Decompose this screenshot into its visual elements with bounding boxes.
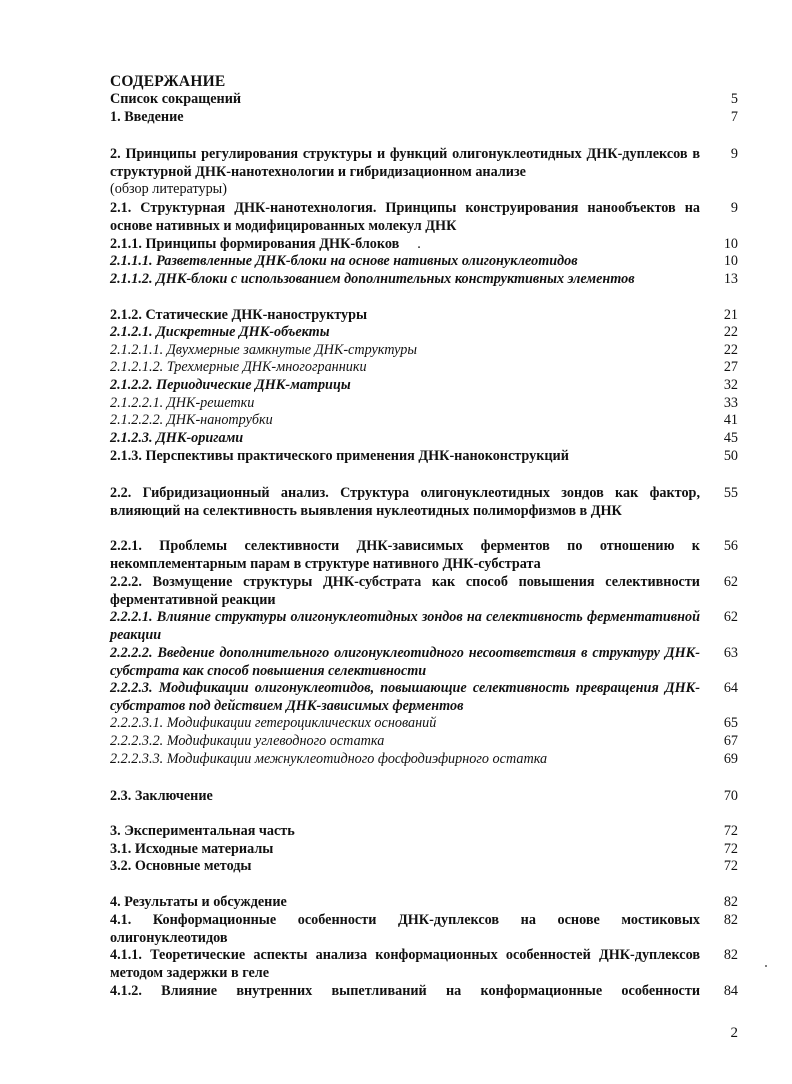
toc-entry-title: 4.1. Конформационные особенности ДНК-дуплексов на основе мостиковых олигонуклеотидов: [110, 912, 700, 946]
toc-entry: [110, 858, 700, 876]
toc-entry-page: 72: [723, 858, 738, 874]
toc-entry: [110, 751, 700, 769]
toc-entry-title: 2.1.1.2. ДНК-блоки с использованием дополнительных конструктивных элементов: [110, 271, 635, 287]
toc-entry-title: 2.1.2.2.2. ДНК-нанотрубки: [110, 412, 273, 428]
toc-entry: [110, 609, 700, 644]
toc-entry-title: 2.1.1. Принципы формирования ДНК-блоков: [110, 236, 400, 252]
toc-entry: [110, 733, 700, 751]
toc-entry: [110, 983, 700, 1001]
toc-entry-title: 2.2.2.1. Влияние структуры олигонуклеотидных зондов на селективность ферментативной реакции: [110, 609, 700, 643]
toc-entry-title: 4.1.1. Теоретические аспекты анализа конформационных особенностей ДНК-дуплексов методом задержки в геле: [110, 947, 700, 981]
toc-entry-title: 2.1.1.1. Разветвленные ДНК-блоки на основе нативных олигонуклеотидов: [110, 253, 578, 269]
toc-entry-page: 45: [723, 430, 738, 446]
toc-entry: [110, 359, 700, 377]
toc-entry-title: 2.1.2.1.2. Трехмерные ДНК-многогранники: [110, 359, 367, 375]
toc-entry-title: 2.2.2.3.2. Модификации углеводного остатка: [110, 733, 385, 749]
toc-entry-page: 13: [723, 271, 738, 287]
toc-entry-title: 2.2.2.3.1. Модификации гетероциклических оснований: [110, 715, 437, 731]
toc-entry-page: 82: [723, 894, 738, 910]
toc-entry: [110, 324, 700, 342]
toc-entry: [110, 377, 700, 395]
toc-entry: [110, 645, 700, 680]
toc-entry: [110, 574, 700, 609]
toc-entry-title: 2.1.2.2.1. ДНК-решетки: [110, 395, 255, 411]
toc-entry-page: 64: [723, 680, 738, 696]
toc-entry-page: 67: [723, 733, 738, 749]
toc-entry: [110, 236, 700, 254]
toc-entry-page: 10: [723, 236, 738, 252]
toc-entry-note: (обзор литературы): [110, 181, 227, 197]
toc-entry: [110, 109, 700, 127]
scan-speck: [765, 965, 767, 967]
toc-entry-title: 1. Введение: [110, 109, 184, 125]
toc-entry: [110, 271, 700, 289]
toc-entry: [110, 912, 700, 947]
toc-entry-page: 69: [723, 751, 738, 767]
toc-entry: [110, 253, 700, 271]
toc-entry: [110, 91, 700, 109]
toc-entry-page: 9: [730, 146, 738, 162]
toc-entry: [110, 680, 700, 715]
toc-entry: [110, 538, 700, 573]
toc-entry: [110, 715, 700, 733]
toc-entry-page: 72: [723, 823, 738, 839]
toc-entry-title: 2.2.1. Проблемы селективности ДНК-зависимых ферментов по отношению к некомплементарным парам в структуре нативного ДНК-субстрата: [110, 538, 700, 572]
toc-entry-page: 7: [730, 109, 738, 125]
toc-entry-page: 56: [723, 538, 738, 554]
toc-entry: [110, 412, 700, 430]
toc-entry-page: 21: [723, 307, 738, 323]
toc-entry-page: 62: [723, 574, 738, 590]
toc-entry-page: 9: [730, 200, 738, 216]
toc-entry-title: 2.1.2.2. Периодические ДНК-матрицы: [110, 377, 351, 393]
toc-entry-page: 70: [723, 788, 738, 804]
page-number: 2: [730, 1025, 738, 1041]
toc-entry-title: 4.1.2. Влияние внутренних выпетливаний на конформационные особенности: [110, 983, 700, 999]
toc-entry-page: 33: [723, 395, 738, 411]
toc-entry-title: Список сокращений: [110, 91, 242, 107]
toc-entry-page: 27: [723, 359, 738, 375]
toc-entry-page: 50: [723, 448, 738, 464]
toc-entry-page: 84: [723, 983, 738, 999]
toc-entry-title: 3.2. Основные методы: [110, 858, 252, 874]
toc-entry: [110, 430, 700, 448]
toc-entry-page: 65: [723, 715, 738, 731]
toc-entry-page: 41: [723, 412, 738, 428]
toc-entry: [110, 823, 700, 841]
toc-entry: [110, 307, 700, 325]
toc-entry-page: 55: [723, 485, 738, 501]
toc-entry-title: 2.1.2.1. Дискретные ДНК-объекты: [110, 324, 330, 340]
toc-entry-page: 72: [723, 841, 738, 857]
toc-entry-title: 2.1.2. Статические ДНК-наноструктуры: [110, 307, 368, 323]
toc-entry-page: 62: [723, 609, 738, 625]
toc-entry-title: 4. Результаты и обсуждение: [110, 894, 287, 910]
stray-mark: .: [417, 236, 421, 252]
toc-entry-page: 82: [723, 912, 738, 928]
toc-entry-page: 32: [723, 377, 738, 393]
toc-entry-title: 2.2.2.3. Модификации олигонуклеотидов, повышающие селективность превращения ДНК-субстратов под действием ДНК-зависимых ферментов: [110, 680, 700, 714]
toc-entry-page: 82: [723, 947, 738, 963]
toc-entry-page: 5: [730, 91, 738, 107]
toc-heading: СОДЕРЖАНИЕ: [110, 73, 226, 90]
toc-entry-title: 3. Экспериментальная часть: [110, 823, 295, 839]
toc-entry-title: 2.3. Заключение: [110, 788, 213, 804]
toc-entry-title: 2.1.2.3. ДНК-оригами: [110, 430, 244, 446]
toc-entry-title: 2.1.2.1.1. Двухмерные замкнутые ДНК-структуры: [110, 342, 417, 358]
toc-entry: [110, 342, 700, 360]
toc-entry-title: 2.2. Гибридизационный анализ. Структура олигонуклеотидных зондов как фактор, влияющий на селективность выявления нуклеотидных полиморфизмов в ДНК: [110, 485, 700, 519]
toc-entry-title: 3.1. Исходные материалы: [110, 841, 274, 857]
toc-entry-title: 2.2.2.2. Введение дополнительного олигонуклеотидного несоответствия в структуру ДНК-субстрата как способ повышения селективности: [110, 645, 700, 679]
toc-entry-page: 22: [723, 342, 738, 358]
toc-entry: [110, 841, 700, 859]
toc-entry-page: 10: [723, 253, 738, 269]
toc-entry-title: 2. Принципы регулирования структуры и функций олигонуклеотидных ДНК-дуплексов в структурной ДНК-нанотехнологии и гибридизационном анализе: [110, 146, 700, 180]
toc-entry: [110, 146, 700, 199]
toc-entry: [110, 200, 700, 235]
toc-entry-title: 2.1. Структурная ДНК-нанотехнология. Принципы конструирования нанообъектов на основе нативных и модифицированных молекул ДНК: [110, 200, 700, 234]
toc-entry: [110, 395, 700, 413]
toc-entry-title: 2.2.2. Возмущение структуры ДНК-субстрата как способ повышения селективности ферментативной реакции: [110, 574, 700, 608]
toc-entry: [110, 894, 700, 912]
toc-entry: [110, 947, 700, 982]
toc-entry-title: 2.2.2.3.3. Модификации межнуклеотидного фосфодиэфирного остатка: [110, 751, 548, 767]
toc-entry-title: 2.1.3. Перспективы практического применения ДНК-наноконструкций: [110, 448, 569, 464]
toc-entry: [110, 448, 700, 466]
toc-entry-page: 22: [723, 324, 738, 340]
toc-entry: [110, 485, 700, 520]
toc-entry-page: 63: [723, 645, 738, 661]
toc-entry: [110, 788, 700, 806]
